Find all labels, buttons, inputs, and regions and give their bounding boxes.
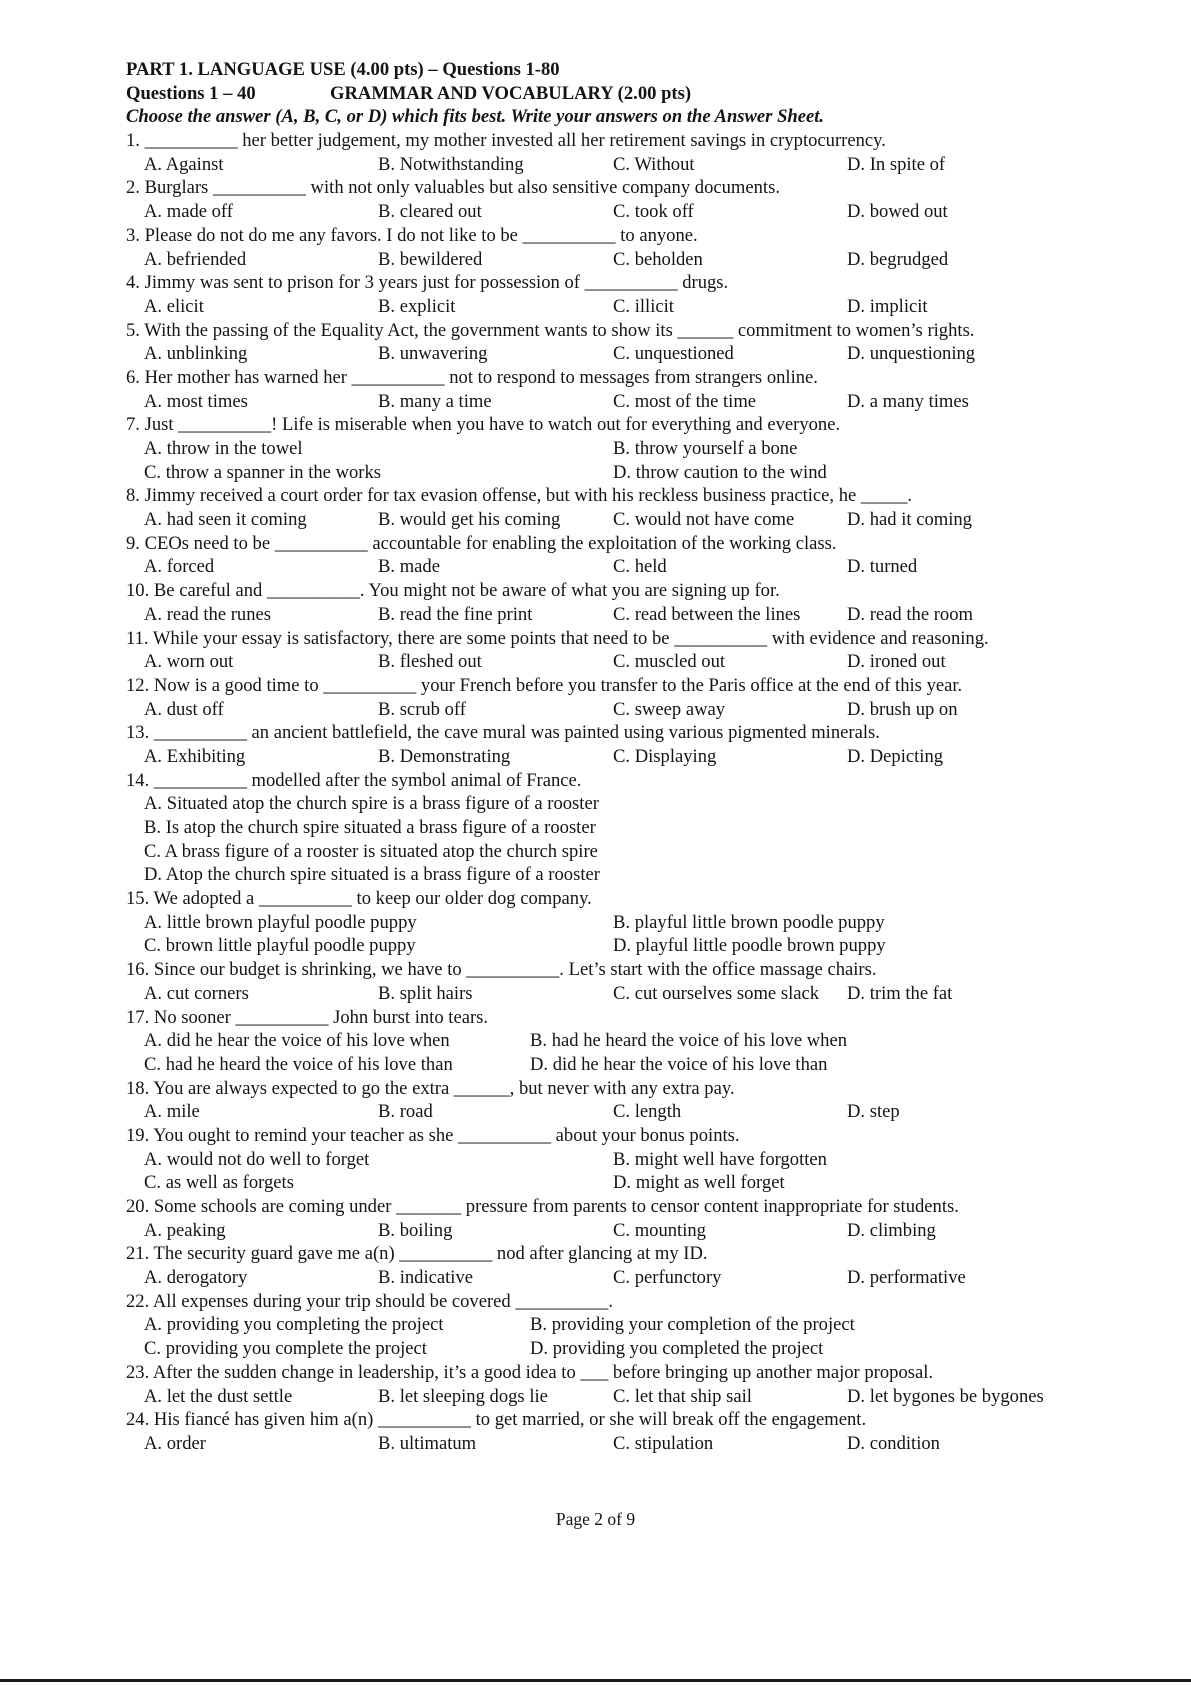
option-row	[126, 1029, 1136, 1053]
page-number: Page 2 of 9	[555, 1509, 636, 1529]
question-item	[126, 1124, 1136, 1195]
section-heading	[126, 82, 1136, 106]
question-item	[126, 1242, 1136, 1289]
option-row	[126, 1053, 1136, 1077]
answer-option: A. forced	[144, 556, 215, 578]
answer-option: D. trim the fat	[847, 982, 953, 1004]
answer-option: A. Against	[144, 153, 224, 175]
question-item	[126, 579, 1136, 626]
option-row	[126, 508, 1136, 532]
answer-option: C. mounting	[613, 1219, 706, 1241]
answer-option: B. had he heard the voice of his love when	[530, 1030, 848, 1052]
question-item	[126, 1195, 1136, 1242]
answer-option: B. ultimatum	[378, 1432, 477, 1454]
option-row	[126, 863, 1136, 887]
option-row	[126, 248, 1136, 272]
answer-option: B. many a time	[378, 390, 492, 412]
option-row	[126, 555, 1136, 579]
answer-option: B. playful little brown poodle puppy	[613, 911, 885, 933]
answer-option: A. let the dust settle	[144, 1385, 293, 1407]
question-stem: 15. We adopted a __________ to keep our older dog company.	[126, 888, 592, 910]
answer-option: B. made	[378, 556, 440, 578]
question-item	[126, 887, 1136, 958]
question-stem: 21. The security guard gave me a(n) __________ nod after glancing at my ID.	[126, 1243, 708, 1265]
answer-option: D. condition	[847, 1432, 940, 1454]
answer-option: C. read between the lines	[613, 603, 801, 625]
answer-option: D. had it coming	[847, 509, 972, 531]
answer-option: A. Exhibiting	[144, 745, 246, 767]
question-stem: 14. __________ modelled after the symbol animal of France.	[126, 769, 582, 791]
part-heading: PART 1. LANGUAGE USE (4.00 pts) – Questions 1-80	[126, 59, 560, 80]
option-row	[126, 911, 1136, 935]
answer-option: D. did he hear the voice of his love than	[530, 1053, 828, 1075]
answer-option: D. playful little poodle brown puppy	[613, 935, 886, 957]
answer-option: B. throw yourself a bone	[613, 438, 798, 459]
option-row	[126, 840, 1136, 864]
question-range: Questions 1 – 40	[126, 82, 256, 104]
question-stem: 23. After the sudden change in leadership, it’s a good idea to ___ before bringing up another major proposal.	[126, 1361, 934, 1383]
question-item	[126, 627, 1136, 674]
option-row	[126, 934, 1136, 958]
answer-option: C. took off	[613, 201, 694, 223]
answer-option: C. muscled out	[613, 651, 726, 673]
answer-option: A. derogatory	[144, 1267, 248, 1289]
answer-option: A. read the runes	[144, 603, 272, 625]
question-item	[126, 1408, 1136, 1455]
question-item	[126, 129, 1136, 176]
question-item	[126, 1006, 1136, 1077]
answer-option: B. explicit	[378, 295, 456, 317]
question-item	[126, 721, 1136, 768]
option-row	[126, 698, 1136, 722]
answer-option: D. climbing	[847, 1219, 936, 1241]
option-row	[126, 1219, 1136, 1243]
answer-option: D. Atop the church spire situated is a brass figure of a rooster	[144, 864, 600, 886]
question-item	[126, 958, 1136, 1005]
option-row	[126, 792, 1136, 816]
answer-option: C. cut ourselves some slack	[613, 982, 820, 1004]
answer-option: A. elicit	[144, 295, 204, 317]
answer-option: B. fleshed out	[378, 651, 482, 673]
answer-option: A. little brown playful poodle puppy	[144, 911, 417, 933]
answer-option: D. begrudged	[847, 248, 949, 270]
answer-option: A. made off	[144, 201, 233, 223]
answer-option: A. had seen it coming	[144, 509, 307, 531]
answer-option: C. perfunctory	[613, 1267, 722, 1289]
answer-option: A. unblinking	[144, 343, 248, 365]
answer-option: C. unquestioned	[613, 343, 734, 365]
answer-option: C. beholden	[613, 248, 703, 270]
question-item	[126, 413, 1136, 484]
option-row	[126, 650, 1136, 674]
answer-option: D. might as well forget	[613, 1172, 785, 1194]
bottom-rule	[0, 1679, 1191, 1682]
answer-option: C. as well as forgets	[144, 1172, 294, 1194]
answer-option: D. unquestioning	[847, 343, 976, 365]
question-stem: 17. No sooner __________ John burst into tears.	[126, 1006, 489, 1028]
question-item	[126, 271, 1136, 318]
question-stem: 18. You are always expected to go the extra ______, but never with any extra pay.	[126, 1077, 735, 1099]
question-stem: 8. Jimmy received a court order for tax evasion offense, but with his reckless business practice, he _____.	[126, 485, 913, 507]
option-row	[126, 295, 1136, 319]
answer-option: C. length	[613, 1101, 682, 1123]
answer-option: D. implicit	[847, 295, 928, 317]
answer-option: D. turned	[847, 556, 918, 578]
answer-option: A. would not do well to forget	[144, 1148, 370, 1170]
question-item	[126, 484, 1136, 531]
question-stem: 9. CEOs need to be __________ accountable for enabling the exploitation of the working class.	[126, 532, 837, 554]
option-row	[126, 1337, 1136, 1361]
question-item	[126, 176, 1136, 223]
answer-option: C. sweep away	[613, 698, 726, 720]
answer-option: A. worn out	[144, 651, 234, 673]
instruction: Choose the answer (A, B, C, or D) which fits best. Write your answers on the Answer Sheet.	[126, 106, 825, 128]
answer-option: B. road	[378, 1101, 433, 1123]
answer-option: D. In spite of	[847, 153, 946, 175]
option-row	[126, 153, 1136, 177]
answer-option: A. peaking	[144, 1219, 226, 1241]
answer-option: D. brush up on	[847, 698, 958, 720]
answer-option: A. throw in the towel	[144, 438, 303, 459]
question-stem: 7. Just __________! Life is miserable when you have to watch out for everything and everyone.	[126, 414, 841, 436]
answer-option: D. providing you completed the project	[530, 1338, 824, 1360]
answer-option: B. boiling	[378, 1219, 453, 1241]
answer-option: A. mile	[144, 1101, 200, 1123]
answer-option: D. ironed out	[847, 651, 946, 673]
answer-option: A. most times	[144, 390, 248, 412]
question-stem: 4. Jimmy was sent to prison for 3 years just for possession of __________ drugs.	[126, 272, 729, 294]
option-row	[126, 745, 1136, 769]
answer-option: A. dust off	[144, 698, 224, 720]
answer-option: C. brown little playful poodle puppy	[144, 935, 416, 957]
answer-option: B. cleared out	[378, 201, 482, 223]
section-title: GRAMMAR AND VOCABULARY (2.00 pts)	[330, 82, 692, 104]
answer-option: C. illicit	[613, 295, 674, 317]
question-stem: 11. While your essay is satisfactory, there are some points that need to be __________ with evidence and reasoning.	[126, 627, 989, 649]
answer-option: D. Depicting	[847, 745, 944, 767]
option-row	[126, 1266, 1136, 1290]
question-list	[126, 129, 1136, 1456]
answer-option: C. throw a spanner in the works	[144, 461, 382, 483]
answer-option: C. Without	[613, 153, 695, 175]
answer-option: C. providing you complete the project	[144, 1338, 427, 1360]
answer-option: C. Displaying	[613, 745, 717, 767]
question-item	[126, 1361, 1136, 1408]
answer-option: B. split hairs	[378, 982, 473, 1004]
option-row	[126, 1385, 1136, 1409]
option-row	[126, 461, 1136, 485]
option-row	[126, 390, 1136, 414]
question-stem: 12. Now is a good time to __________ your French before you transfer to the Paris office at the end of this year.	[126, 674, 963, 696]
answer-option: A. Situated atop the church spire is a brass figure of a rooster	[144, 793, 599, 815]
question-item	[126, 1077, 1136, 1124]
answer-option: D. bowed out	[847, 201, 948, 223]
option-row	[126, 437, 1136, 461]
answer-option: C. had he heard the voice of his love than	[144, 1053, 453, 1075]
answer-option: A. providing you completing the project	[144, 1314, 444, 1336]
question-stem: 6. Her mother has warned her __________ not to respond to messages from strangers online.	[126, 366, 818, 388]
answer-option: A. did he hear the voice of his love when	[144, 1030, 450, 1052]
answer-option: B. unwavering	[378, 343, 488, 365]
answer-option: B. might well have forgotten	[613, 1148, 827, 1170]
answer-option: D. let bygones be bygones	[847, 1385, 1044, 1407]
answer-option: C. most of the time	[613, 390, 757, 412]
exam-page	[126, 58, 1136, 1456]
question-stem: 5. With the passing of the Equality Act, the government wants to show its ______ commitment to women’s rights.	[126, 319, 975, 341]
question-item	[126, 366, 1136, 413]
answer-option: B. indicative	[378, 1267, 474, 1289]
question-item	[126, 1290, 1136, 1361]
answer-option: B. scrub off	[378, 698, 466, 720]
answer-option: B. bewildered	[378, 248, 483, 270]
question-stem: 20. Some schools are coming under _______ pressure from parents to censor content inappropriate for students.	[126, 1196, 959, 1217]
question-stem: 24. His fiancé has given him a(n) __________ to get married, or she will break off the engagement.	[126, 1409, 867, 1431]
question-stem: 19. You ought to remind your teacher as she __________ about your bonus points.	[126, 1124, 740, 1146]
answer-option: B. providing your completion of the project	[530, 1314, 855, 1336]
answer-option: B. read the fine print	[378, 603, 533, 625]
question-stem: 13. __________ an ancient battlefield, the cave mural was painted using various pigmented minerals.	[126, 722, 880, 744]
question-item	[126, 674, 1136, 721]
answer-option: C. would not have come	[613, 509, 795, 531]
option-row	[126, 1148, 1136, 1172]
question-stem: 2. Burglars __________ with not only valuables but also sensitive company documents.	[126, 177, 780, 199]
option-row	[126, 1171, 1136, 1195]
option-row	[126, 1313, 1136, 1337]
answer-option: D. performative	[847, 1267, 966, 1289]
answer-option: A. cut corners	[144, 982, 249, 1004]
question-item	[126, 224, 1136, 271]
answer-option: D. a many times	[847, 390, 969, 412]
answer-option: B. Is atop the church spire situated a brass figure of a rooster	[144, 817, 596, 838]
question-stem: 16. Since our budget is shrinking, we have to __________. Let’s start with the office massage chairs.	[126, 959, 877, 981]
option-row	[126, 603, 1136, 627]
answer-option: D. read the room	[847, 603, 973, 625]
question-stem: 10. Be careful and __________. You might not be aware of what you are signing up for.	[126, 580, 780, 602]
question-item	[126, 769, 1136, 887]
option-row	[126, 1100, 1136, 1124]
answer-option: C. stipulation	[613, 1432, 714, 1454]
answer-option: B. let sleeping dogs lie	[378, 1385, 548, 1407]
option-row	[126, 816, 1136, 840]
option-row	[126, 982, 1136, 1006]
question-stem: 3. Please do not do me any favors. I do not like to be __________ to anyone.	[126, 224, 698, 246]
option-row	[126, 342, 1136, 366]
option-row	[126, 1432, 1136, 1456]
question-item	[126, 532, 1136, 579]
answer-option: C. A brass figure of a rooster is situated atop the church spire	[144, 840, 598, 862]
answer-option: B. Demonstrating	[378, 745, 511, 767]
option-row	[126, 200, 1136, 224]
question-item	[126, 319, 1136, 366]
answer-option: A. order	[144, 1432, 206, 1454]
answer-option: D. throw caution to the wind	[613, 461, 827, 483]
question-stem: 1. __________ her better judgement, my mother invested all her retirement savings in cryptocurrency.	[126, 130, 886, 152]
answer-option: B. would get his coming	[378, 509, 561, 531]
answer-option: D. step	[847, 1101, 900, 1123]
answer-option: C. held	[613, 556, 667, 578]
answer-option: B. Notwithstanding	[378, 153, 524, 175]
question-stem: 22. All expenses during your trip should be covered __________.	[126, 1290, 613, 1312]
answer-option: A. befriended	[144, 248, 247, 270]
answer-option: C. let that ship sail	[613, 1385, 752, 1407]
